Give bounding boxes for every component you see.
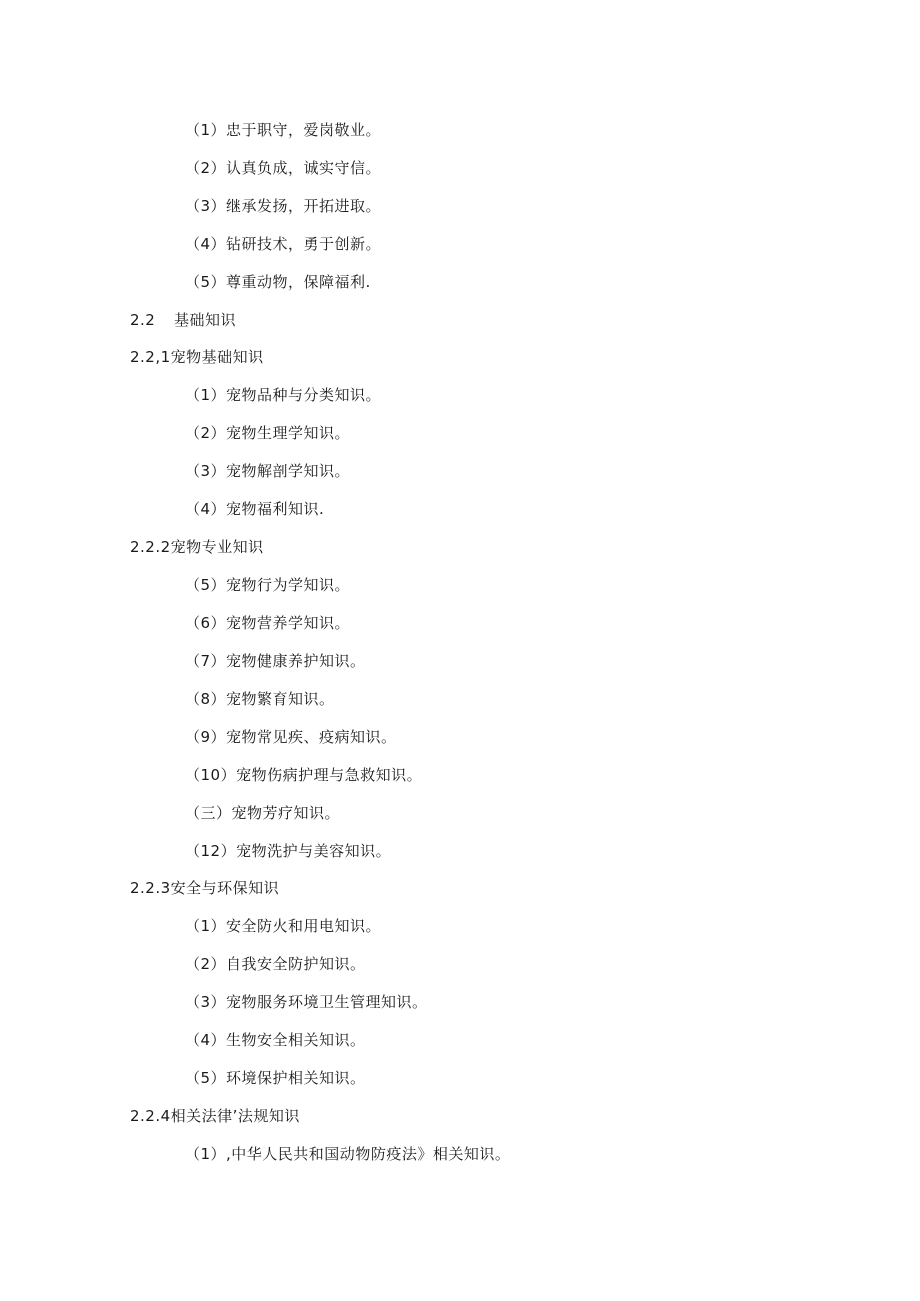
section-number: 2.2 [130,311,156,329]
list-item: （2）自我安全防护知识。 [185,955,366,973]
section-heading [130,310,236,330]
list-item: （6）宠物营养学知识。 [185,614,351,632]
list-item: （5）环境保护相关知识。 [185,1069,366,1087]
list-item: （1）,中华人民共和国动物防疫法》相关知识。 [185,1145,511,1163]
list-item: （3）宠物解剖学知识。 [185,462,351,480]
list-item: （8）宠物繁育知识。 [185,690,335,708]
subsection-heading: 2.2.3安全与环保知识 [130,879,280,897]
list-item: （4）钻研技术，勇于创新。 [185,235,382,253]
subsection-heading: 2.2,1宠物基础知识 [130,348,264,366]
section-title: 基础知识 [174,311,237,329]
list-item: （10）宠物伤病护理与急救知识。 [185,766,423,784]
list-item: （2）认真负成，诚实守信。 [185,159,382,177]
subsection-heading: 2.2.4相关法律’法规知识 [130,1107,300,1125]
list-item: （三）宠物芳疗知识。 [185,804,341,822]
list-item: （3）继承发扬，开拓进取。 [185,197,382,215]
list-item: （7）宠物健康养护知识。 [185,652,366,670]
list-item: （3）宠物服务环境卫生管理知识。 [185,993,428,1011]
list-item: （4）生物安全相关知识。 [185,1031,366,1049]
list-item: （1）安全防火和用电知识。 [185,917,382,935]
list-item: （1）忠于职守，爱岗敬业。 [185,121,382,139]
list-item: （5）宠物行为学知识。 [185,576,351,594]
list-item: （4）宠物福利知识. [185,500,325,518]
list-item: （9）宠物常见疾、疫病知识。 [185,728,397,746]
list-item: （1）宠物品种与分类知识。 [185,386,382,404]
list-item: （2）宠物生理学知识。 [185,424,351,442]
list-item: （12）宠物洗护与美容知识。 [185,842,392,860]
subsection-heading: 2.2.2宠物专业知识 [130,538,264,556]
list-item: （5）尊重动物，保障福利. [185,273,371,291]
